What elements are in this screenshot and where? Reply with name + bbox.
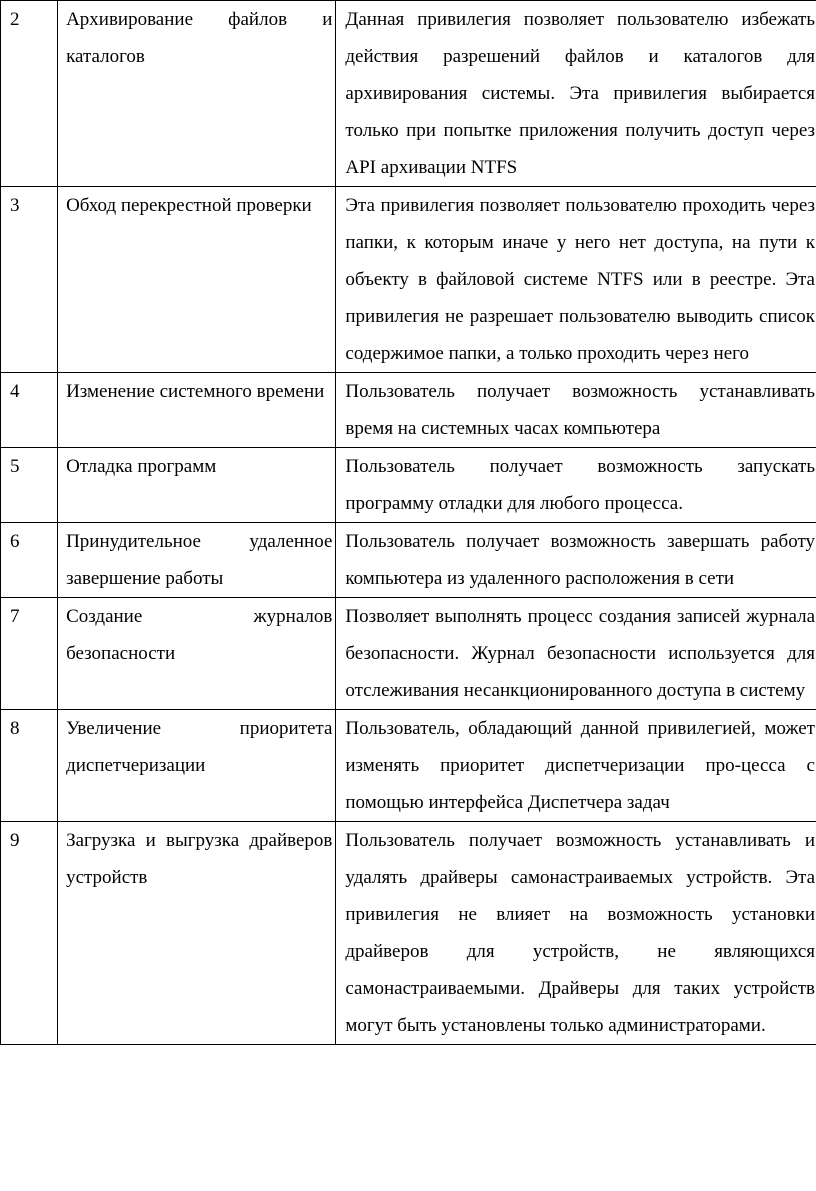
privilege-name: Архивирование файлов и каталогов <box>58 1 336 187</box>
table-row <box>1 1 816 187</box>
privilege-description: Пользователь, обладающий данной привилегией, может изменять приоритет диспетчеризации про-цесса с помощью интерфейса Диспетчера задач <box>336 710 816 822</box>
table-row <box>1 448 816 523</box>
row-number: 9 <box>1 822 58 1045</box>
row-number: 3 <box>1 187 58 373</box>
table-row <box>1 598 816 710</box>
table-row <box>1 187 816 373</box>
privilege-name: Создание журналов безопасности <box>58 598 336 710</box>
table-row <box>1 373 816 448</box>
row-number: 4 <box>1 373 58 448</box>
privilege-description: Пользователь получает возможность завершать работу компьютера из удаленного расположения в сети <box>336 523 816 598</box>
privilege-name: Принудительное удаленное завершение работы <box>58 523 336 598</box>
row-number: 2 <box>1 1 58 187</box>
privilege-description: Пользователь получает возможность устанавливать и удалять драйверы самонастраиваемых устройств. Эта привилегия не влияет на возможность установки драйверов для устройств, не являющихся самонастраиваемыми. Драйверы для таких устройств могут быть установлены только администраторами. <box>336 822 816 1045</box>
privilege-name: Отладка программ <box>58 448 336 523</box>
privilege-name: Загрузка и выгрузка драйверов устройств <box>58 822 336 1045</box>
table-row <box>1 523 816 598</box>
table-row <box>1 710 816 822</box>
privilege-description: Позволяет выполнять процесс создания записей журнала безопасности. Журнал безопасности используется для отслеживания несанкционированного доступа в систему <box>336 598 816 710</box>
privilege-description: Пользователь получает возможность устанавливать время на системных часах компьютера <box>336 373 816 448</box>
row-number: 5 <box>1 448 58 523</box>
privilege-name: Изменение системного времени <box>58 373 336 448</box>
privilege-name: Увеличение приоритета диспетчеризации <box>58 710 336 822</box>
privilege-description: Данная привилегия позволяет пользователю избежать действия разрешений файлов и каталогов для архивирования системы. Эта привилегия выбирается только при попытке приложения получить доступ через API архивации NTFS <box>336 1 816 187</box>
table-row <box>1 822 816 1045</box>
privilege-name: Обход перекрестной проверки <box>58 187 336 373</box>
privilege-description: Пользователь получает возможность запускать программу отладки для любого процесса. <box>336 448 816 523</box>
row-number: 7 <box>1 598 58 710</box>
row-number: 8 <box>1 710 58 822</box>
row-number: 6 <box>1 523 58 598</box>
privilege-description: Эта привилегия позволяет пользователю проходить через папки, к которым иначе у него нет доступа, на пути к объекту в файловой системе NTFS или в реестре. Эта привилегия не разрешает пользователю выводить список содержимое папки, а только проходить через него <box>336 187 816 373</box>
